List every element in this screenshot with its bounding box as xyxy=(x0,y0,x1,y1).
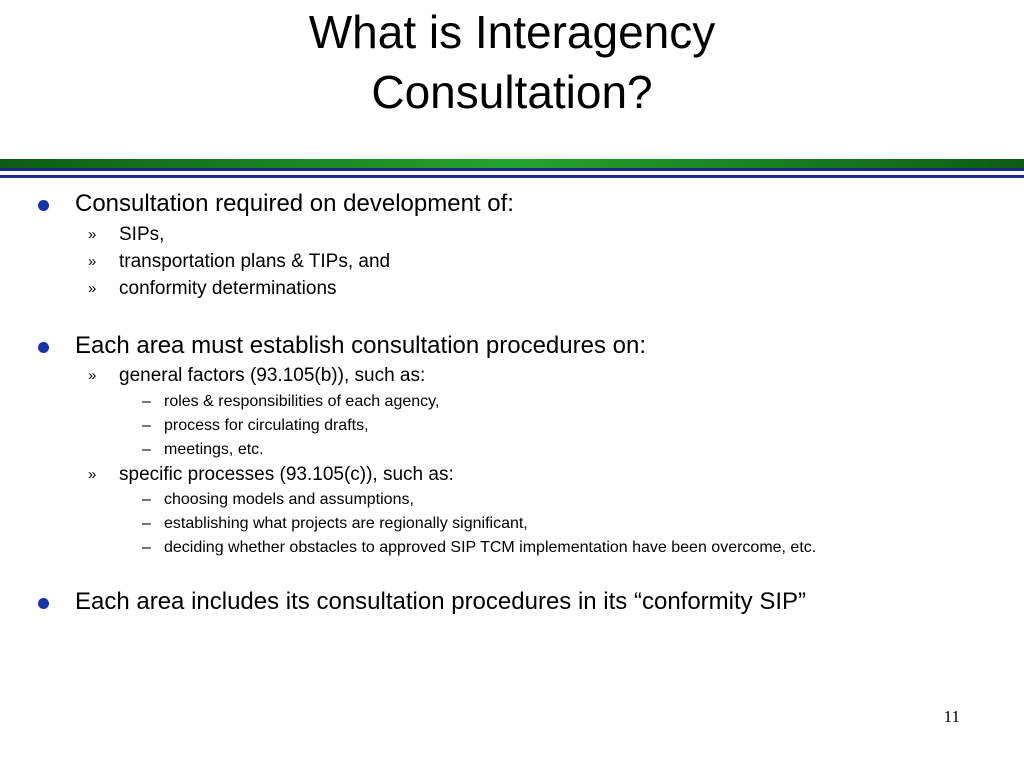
slide-title-line-2: Consultation? xyxy=(371,66,653,118)
sub-sub-bullet-icon: – xyxy=(142,393,151,410)
sub-sub-bullet-icon: – xyxy=(142,539,151,556)
sub-bullet-icon: » xyxy=(88,253,97,270)
bullet-dot-icon xyxy=(38,598,49,609)
sub-bullet-icon: » xyxy=(88,280,97,297)
sub-sub-bullet-text: process for circulating drafts, xyxy=(164,417,369,434)
slide-title-line-1: What is Interagency xyxy=(308,6,716,58)
bullet-dot-icon xyxy=(38,342,49,353)
bullet-text: Consultation required on development of: xyxy=(75,190,514,217)
sub-bullet-text: SIPs, xyxy=(119,224,165,245)
sub-bullet-text: transportation plans & TIPs, and xyxy=(119,251,391,272)
sub-sub-bullet-text: establishing what projects are regionally significant, xyxy=(164,515,528,532)
sub-sub-bullet-text: meetings, etc. xyxy=(164,441,264,458)
sub-sub-bullet-text: deciding whether obstacles to approved SIP TCM implementation have been overcome, etc. xyxy=(164,539,817,556)
sub-bullet-text: general factors (93.105(b)), such as: xyxy=(119,365,426,386)
sub-bullet-icon: » xyxy=(88,226,97,243)
sub-sub-bullet-text: roles & responsibilities of each agency, xyxy=(164,393,440,410)
sub-bullet-icon: » xyxy=(88,466,97,483)
sub-sub-bullet-icon: – xyxy=(142,417,151,434)
sub-sub-bullet-icon: – xyxy=(142,491,151,508)
sub-sub-bullet-icon: – xyxy=(142,441,151,458)
bullet-text: Each area includes its consultation procedures in its “conformity SIP” xyxy=(75,588,807,615)
sub-sub-bullet-text: choosing models and assumptions, xyxy=(164,491,414,508)
bullet-text: Each area must establish consultation procedures on: xyxy=(75,332,646,359)
sub-bullet-text: specific processes (93.105(c)), such as: xyxy=(119,464,454,485)
sub-bullet-icon: » xyxy=(88,367,97,384)
bullet-dot-icon xyxy=(38,200,49,211)
sub-bullet-text: conformity determinations xyxy=(119,278,337,299)
sub-sub-bullet-icon: – xyxy=(142,515,151,532)
page-number: 11 xyxy=(943,707,960,726)
